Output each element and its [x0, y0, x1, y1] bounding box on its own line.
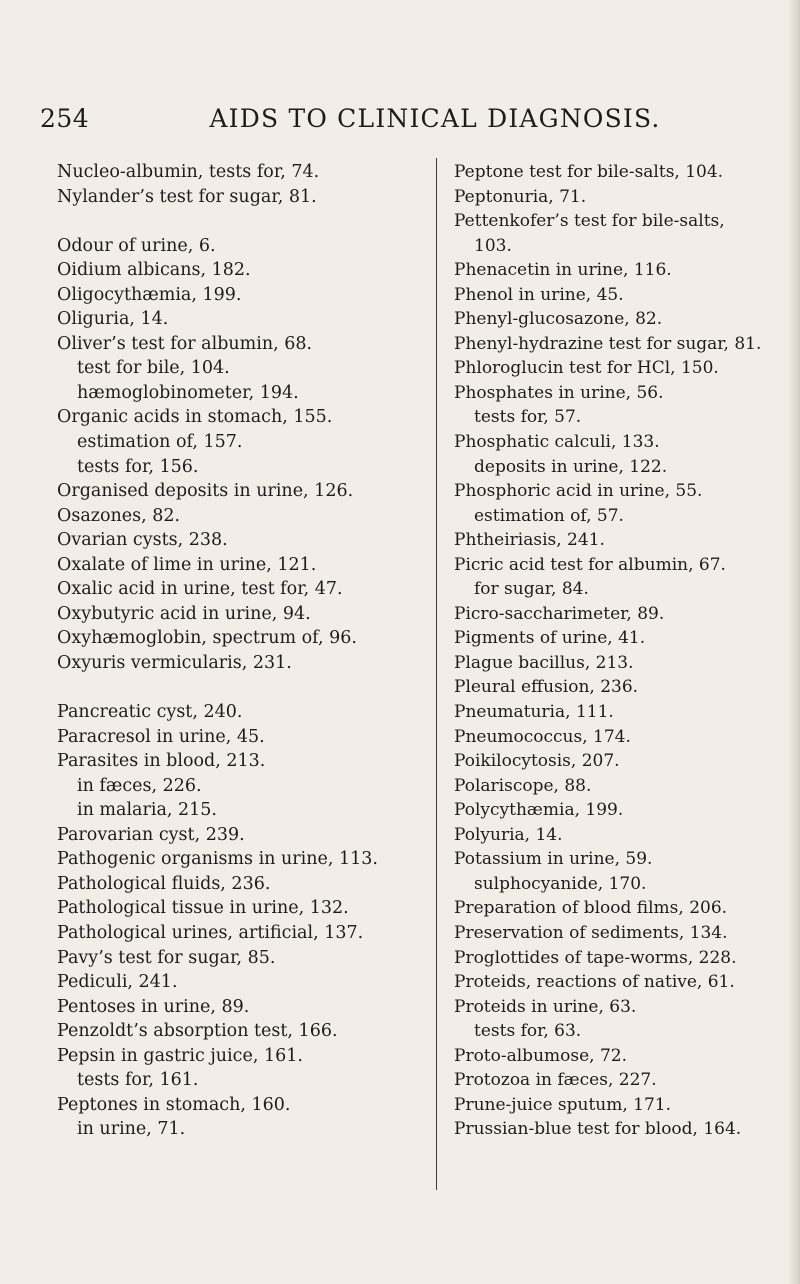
column-divider	[436, 158, 437, 1190]
index-entry: Protozoa in fæces, 227.	[454, 1070, 657, 1091]
index-entry: Picric acid test for albumin, 67.	[454, 554, 726, 575]
index-entry: Phenacetin in urine, 116.	[454, 260, 672, 281]
index-entry: Pepsin in gastric juice, 161.	[57, 1045, 303, 1066]
index-entry: Oliguria, 14.	[57, 309, 169, 330]
index-entry: Pathological tissue in urine, 132.	[57, 898, 349, 919]
index-entry: Oxyhæmoglobin, spectrum of, 96.	[57, 628, 357, 649]
index-entry: Penzoldt’s absorption test, 166.	[57, 1021, 338, 1042]
index-subentry: in malaria, 215.	[77, 800, 217, 821]
page-edge-shadow	[788, 0, 800, 1284]
index-entry: Pentoses in urine, 89.	[57, 996, 250, 1017]
index-column-left	[57, 160, 425, 1142]
index-entry: Phtheiriasis, 241.	[454, 530, 605, 551]
index-entry: Pavy’s test for sugar, 85.	[57, 947, 276, 968]
index-entry: Plague bacillus, 213.	[454, 652, 634, 673]
index-subentry: tests for, 161.	[77, 1070, 199, 1091]
index-entry: Organised deposits in urine, 126.	[57, 481, 354, 502]
index-entry: Prune-juice sputum, 171.	[454, 1094, 672, 1115]
index-entry: Oxalate of lime in urine, 121.	[57, 554, 317, 575]
index-entry: Preparation of blood films, 206.	[454, 898, 728, 919]
index-entry: Proto-albumose, 72.	[454, 1045, 627, 1066]
running-title: AIDS TO CLINICAL DIAGNOSIS.	[209, 104, 661, 133]
index-subentry: estimation of, 57.	[474, 505, 624, 526]
index-entry: Pigments of urine, 41.	[454, 628, 646, 649]
index-entry: Nylander’s test for sugar, 81.	[57, 186, 317, 207]
index-entry: Picro-saccharimeter, 89.	[454, 603, 665, 624]
index-entry: Phenyl-hydrazine test for sugar, 81.	[454, 333, 762, 354]
index-entry: Proteids, reactions of native, 61.	[454, 972, 735, 993]
index-subentry: tests for, 63.	[474, 1021, 582, 1042]
index-entry: Pneumaturia, 111.	[454, 702, 614, 723]
index-entry: Ovarian cysts, 238.	[57, 530, 228, 551]
index-entry: Phosphoric acid in urine, 55.	[454, 481, 703, 502]
index-entry: Pettenkofer’s test for bile-salts,	[454, 211, 725, 232]
index-entry: Pathogenic organisms in urine, 113.	[57, 849, 378, 870]
index-entry: Pathological urines, artificial, 137.	[57, 922, 364, 943]
index-entry: Paracresol in urine, 45.	[57, 726, 265, 747]
index-subentry: for sugar, 84.	[474, 579, 589, 600]
index-entry: Peptones in stomach, 160.	[57, 1094, 291, 1115]
index-entry: Preservation of sediments, 134.	[454, 922, 728, 943]
section-gap	[57, 209, 425, 234]
index-entry: Proglottides of tape-worms, 228.	[454, 947, 737, 968]
index-entry: Poikilocytosis, 207.	[454, 751, 620, 772]
page-header	[0, 104, 800, 144]
index-entry: Oxyuris vermicularis, 231.	[57, 652, 292, 673]
index-subentry: estimation of, 157.	[77, 432, 243, 453]
index-subentry: 103.	[474, 235, 512, 256]
index-subentry: test for bile, 104.	[77, 358, 230, 379]
index-entry: Osazones, 82.	[57, 505, 181, 526]
index-subentry: sulphocyanide, 170.	[474, 873, 647, 894]
index-entry: Oligocythæmia, 199.	[57, 284, 242, 305]
index-entry: Phenyl-glucosazone, 82.	[454, 309, 663, 330]
index-entry: Pneumococcus, 174.	[454, 726, 631, 747]
index-entry: Pancreatic cyst, 240.	[57, 702, 243, 723]
page-number: 254	[40, 104, 90, 133]
index-entry: Proteids in urine, 63.	[454, 996, 637, 1017]
index-entry: Oxybutyric acid in urine, 94.	[57, 603, 311, 624]
index-entry: Peptone test for bile-salts, 104.	[454, 162, 724, 182]
index-entry: Parasites in blood, 213.	[57, 751, 266, 772]
index-entry: Phenol in urine, 45.	[454, 284, 624, 305]
index-subentry: tests for, 57.	[474, 407, 582, 428]
index-entry: Prussian-blue test for blood, 164.	[454, 1119, 742, 1140]
index-entry: Phloroglucin test for HCl, 150.	[454, 358, 719, 379]
index-subentry: deposits in urine, 122.	[474, 456, 668, 477]
index-subentry: tests for, 156.	[77, 456, 199, 477]
index-entry: Pathological fluids, 236.	[57, 873, 271, 894]
index-entry: Phosphatic calculi, 133.	[454, 432, 660, 453]
index-entry: Potassium in urine, 59.	[454, 849, 653, 870]
index-entry: Pediculi, 241.	[57, 972, 178, 993]
index-entry: Pleural effusion, 236.	[454, 677, 639, 698]
index-entry: Polariscope, 88.	[454, 775, 592, 796]
index-entry: Organic acids in stomach, 155.	[57, 407, 333, 428]
index-subentry: in urine, 71.	[77, 1119, 186, 1140]
index-entry: Nucleo-albumin, tests for, 74.	[57, 162, 320, 182]
index-subentry: hæmoglobinometer, 194.	[77, 382, 299, 403]
index-entry: Phosphates in urine, 56.	[454, 382, 664, 403]
index-entry: Oidium albicans, 182.	[57, 260, 251, 281]
index-subentry: in fæces, 226.	[77, 775, 202, 796]
index-entry: Parovarian cyst, 239.	[57, 824, 245, 845]
section-gap	[57, 675, 425, 700]
index-column-right	[454, 160, 774, 1142]
index-entry: Oliver’s test for albumin, 68.	[57, 333, 313, 354]
index-entry: Oxalic acid in urine, test for, 47.	[57, 579, 343, 600]
index-entry: Odour of urine, 6.	[57, 235, 216, 256]
index-entry: Polycythæmia, 199.	[454, 800, 624, 821]
index-entry: Polyuria, 14.	[454, 824, 563, 845]
index-entry: Peptonuria, 71.	[454, 186, 587, 207]
